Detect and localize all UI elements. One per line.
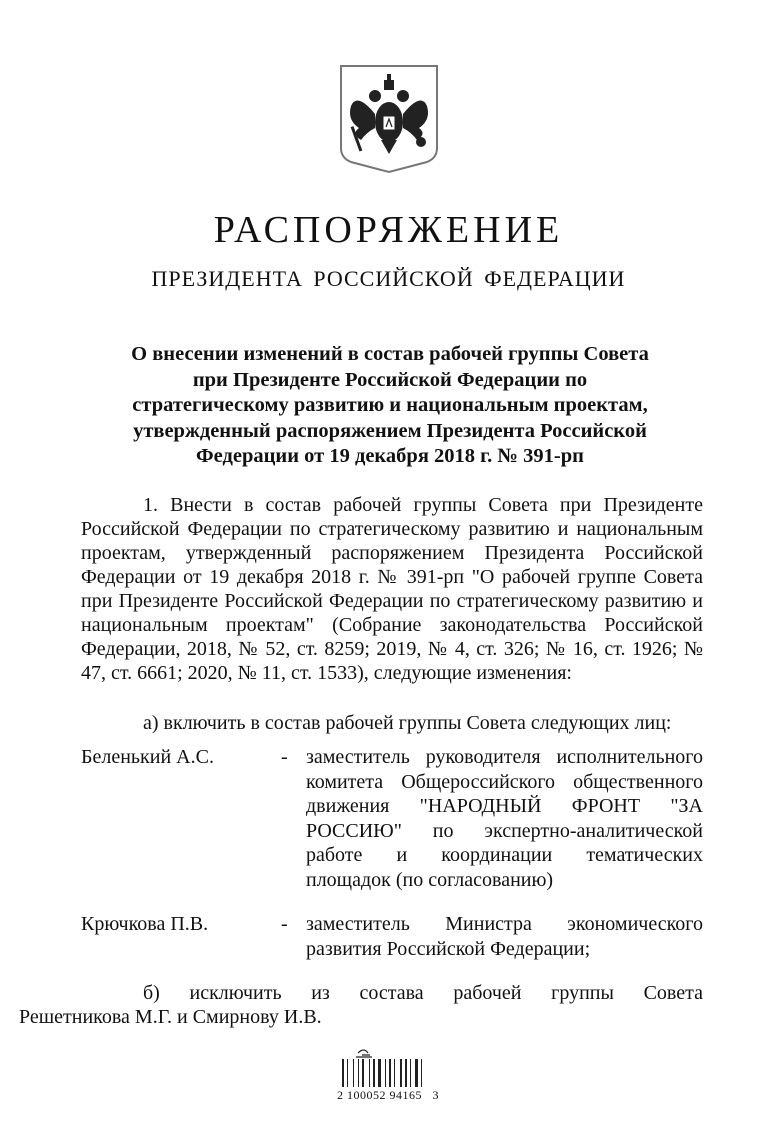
person-role: заместитель руководителя исполнительного комитета Общероссийского общественного движения "НАРОДНЫЙ ФРОНТ "ЗА РОССИЮ" по экспертно-аналитической работе и координации тематических площадок (по согласованию): [306, 746, 703, 891]
coat-of-arms-emblem: [337, 62, 441, 174]
barcode-bar: [394, 1059, 395, 1087]
person-dash: -: [281, 913, 288, 935]
barcode-icon: [338, 1047, 448, 1089]
item-b-line-1: б) исключить из состава рабочей группы Совета: [143, 982, 703, 1004]
barcode-bar: [415, 1059, 418, 1087]
paragraph-1: 1. Внести в состав рабочей группы Совета при Президенте Российской Федерации по стратегическому развитию и национальным проектам, утвержденный распоряжением Президента Российской Федерации от 19 декабря 2018 г. № 391-рп "О рабочей группе Совета при Президенте Российской Федерации по стратегическому развитию и национальным проектам" (Собрание законодательства Российской Федерации, 2018, № 52, ст. 8259; 2019, № 4, ст. 326; № 16, ст. 1926; № 47, ст. 6661; 2020, № 11, ст. 1533), следующие изменения:: [81, 494, 703, 684]
barcode-bar: [410, 1059, 411, 1087]
barcode-bar: [400, 1059, 402, 1087]
person-name: Крючкова П.В.: [81, 913, 209, 935]
barcode-bar: [389, 1059, 391, 1087]
barcode-bar: [358, 1059, 359, 1087]
document-heading: О внесении изменений в состав рабочей группы Совета при Президенте Российской Федерации по стратегическому развитию и национальным проектам, утвержденный распоряжением Президента Российской Федерации от 19 декабря 2018 г. № 391-рп: [131, 343, 649, 467]
person-entry: [81, 912, 703, 962]
barcode-number: 2 100052 94165 3: [337, 1088, 439, 1102]
barcode-bar: [421, 1059, 422, 1087]
barcode-bar: [369, 1059, 370, 1087]
item-a: а) включить в состав рабочей группы Совета следующих лиц:: [143, 712, 672, 734]
document-type-title: РАСПОРЯЖЕНИЕ: [213, 209, 564, 251]
person-name: Беленький А.С.: [81, 746, 214, 768]
barcode-bar: [353, 1059, 354, 1087]
russian-coat-of-arms-icon: [337, 62, 441, 174]
person-dash: -: [281, 746, 288, 768]
barcode-bar: [362, 1059, 364, 1087]
barcode-bar: [405, 1059, 407, 1087]
barcode-bar: [373, 1059, 375, 1087]
barcode-bar: [347, 1059, 348, 1087]
barcode-bar: [378, 1059, 381, 1087]
issuer-title: ПРЕЗИДЕНТА РОССИЙСКОЙ ФЕДЕРАЦИИ: [151, 266, 626, 291]
barcode-bar: [342, 1059, 344, 1087]
item-b: [19, 981, 703, 1029]
person-entry: [81, 745, 703, 895]
barcode-bar: [385, 1059, 386, 1087]
person-role: заместитель Министра экономического развития Российской Федерации;: [306, 913, 703, 960]
item-b-line-2: Решетникова М.Г. и Смирнову И.В.: [19, 1006, 322, 1028]
